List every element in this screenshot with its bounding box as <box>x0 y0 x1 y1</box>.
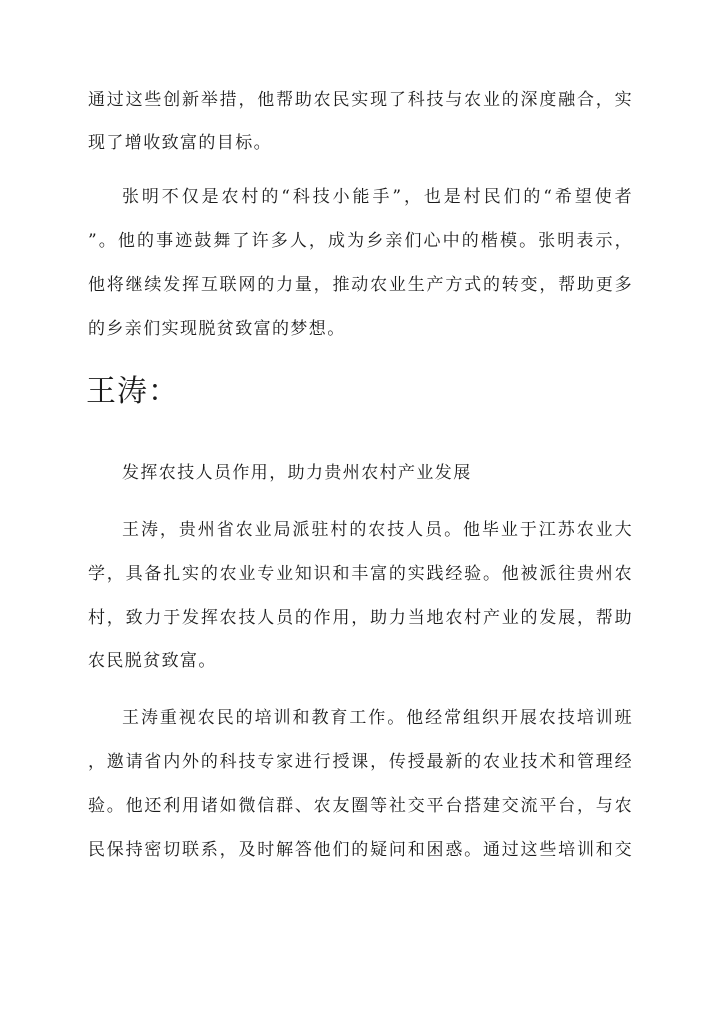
paragraph-line: 通过这些创新举措，他帮助农民实现了科技与农业的深度融合，实 <box>88 90 633 110</box>
paragraph-line: 学，具备扎实的农业专业知识和丰富的实践经验。他被派往贵州农 <box>88 564 633 584</box>
paragraph-line: 验。他还利用诸如微信群、农友圈等社交平台搭建交流平台，与农 <box>88 796 633 816</box>
paragraph-line: 现了增收致富的目标。 <box>88 133 272 153</box>
subtitle: 发挥农技人员作用，助力贵州农村产业发展 <box>122 463 472 483</box>
paragraph-line: 王涛重视农民的培训和教育工作。他经常组织开展农技培训班 <box>122 708 633 728</box>
paragraph-line: 王涛，贵州省农业局派驻村的农技人员。他毕业于江苏农业大 <box>122 520 633 540</box>
paragraph-line: 他将继续发挥互联网的力量，推动农业生产方式的转变，帮助更多 <box>88 275 633 295</box>
paragraph-line: 的乡亲们实现脱贫致富的梦想。 <box>88 319 346 339</box>
paragraph-line: 张明不仅是农村的“科技小能手”，也是村民们的“希望使者 <box>122 187 633 207</box>
paragraph-line: 农民脱贫致富。 <box>88 651 217 671</box>
paragraph-line: 村，致力于发挥农技人员的作用，助力当地农村产业的发展，帮助 <box>88 608 633 628</box>
paragraph-line: ，邀请省内外的科技专家进行授课，传授最新的农业技术和管理经 <box>88 752 633 772</box>
paragraph-line: ”。他的事迹鼓舞了许多人，成为乡亲们心中的楷模。张明表示， <box>88 231 633 251</box>
paragraph-line: 民保持密切联系，及时解答他们的疑问和困惑。通过这些培训和交 <box>88 840 633 860</box>
section-heading: 王涛： <box>86 374 179 409</box>
